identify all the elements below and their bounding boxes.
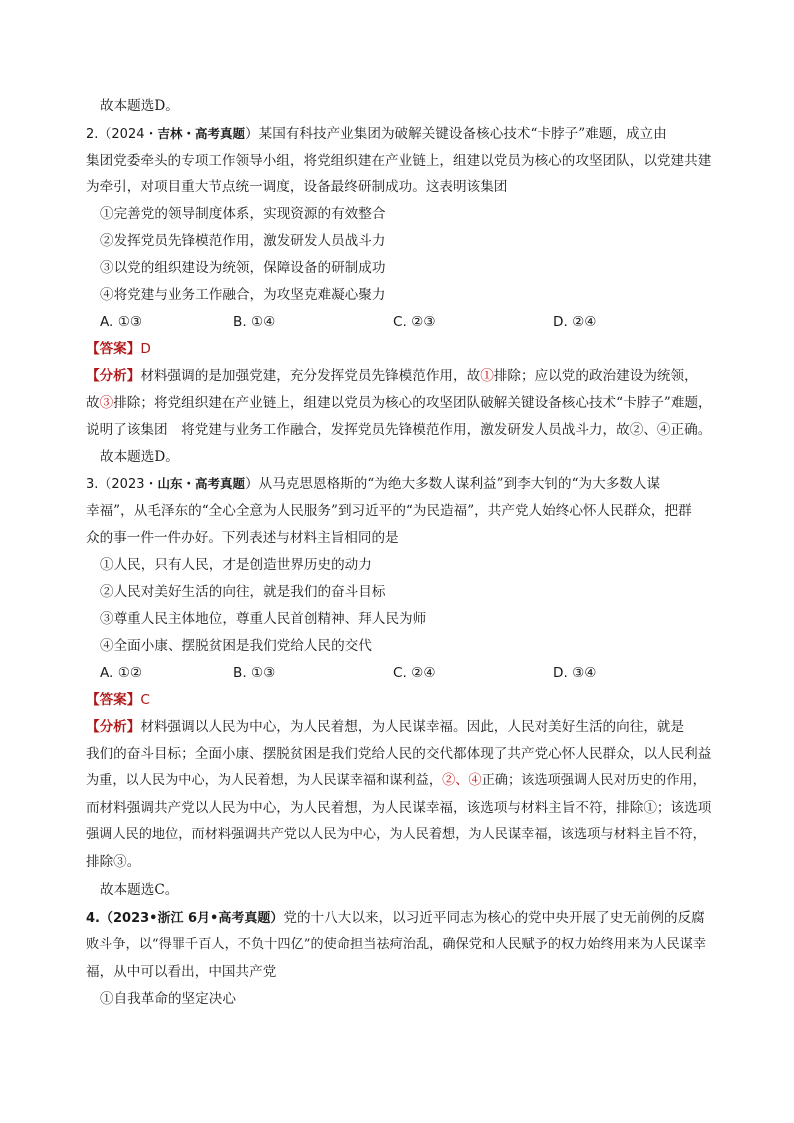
analysis-text: 材料强调的是加强党建，充分发挥党员先锋模范作用，故 — [140, 368, 481, 384]
question-3-stem — [86, 474, 660, 494]
text-line: 故本题选C。 — [100, 882, 179, 898]
analysis-text: 正确；该选项强调人民对历史的作用， — [481, 773, 706, 788]
analysis-line: 我们的奋斗目标；全面小康、摆脱贫困是我们党给人民的交代都体现了共产党心怀人民群众，以人民利益 — [86, 746, 712, 762]
highlight-text: ②、④ — [442, 773, 482, 788]
option-b: B. ①④ — [233, 314, 276, 330]
highlight-text: ③ — [99, 395, 114, 411]
analysis-text: 排除；将党组织建在产业链上，组建以党员为核心的攻坚团队破解关键设备核心技术“卡脖子”难题， — [113, 395, 712, 411]
statement-4: ④将党建与业务工作融合，为攻坚克难凝心聚力 — [100, 287, 386, 303]
analysis-line: 而材料强调共产党以人民为中心，为人民着想，为人民谋幸福，该选项与材料主旨不符，排除①；该选项 — [86, 800, 712, 816]
text-line: 故本题选D。 — [100, 449, 179, 465]
question-number: 4.（2023•浙江 6月•高考真题） — [86, 911, 284, 926]
analysis-tag: 【分析】 — [86, 368, 141, 384]
analysis-line — [86, 393, 712, 413]
question-source: 山东・高考真题 — [157, 476, 246, 491]
statement-4: ④全面小康、摆脱贫困是我们党给人民的交代 — [100, 638, 372, 654]
text-line: 为牵引，对项目重大节点统一调度，设备最终研制成功。这表明该集团 — [86, 179, 508, 195]
statement-1: ①自我革命的坚定决心 — [100, 991, 236, 1007]
answer-line — [86, 690, 150, 710]
question-text: ）某国有科技产业集团为破解关键设备核心技术“卡脖子”难题，成立由 — [245, 126, 667, 142]
analysis-line: 强调人民的地位，而材料强调共产党以人民为中心，为人民着想，为人民谋幸福，该选项与材料主旨不符， — [86, 827, 706, 842]
answer-tag: 【答案】 — [86, 341, 141, 357]
option-a: A. ①③ — [100, 314, 143, 330]
option-d: D. ③④ — [553, 665, 597, 681]
highlight-text: ① — [480, 368, 494, 384]
question-number: 3.（2023・ — [86, 477, 158, 492]
answer-line — [86, 339, 151, 359]
question-text: 党的十八大以来，以习近平同志为核心的党中央开展了史无前例的反腐 — [283, 910, 705, 926]
text-line: 故本题选D。 — [100, 98, 179, 114]
analysis-text: 材料强调以人民为中心，为人民着想，为人民谋幸福。因此，人民对美好生活的向往，就是 — [140, 719, 685, 735]
option-c: C. ②④ — [393, 665, 436, 681]
question-number: 2.（2024・ — [86, 127, 158, 142]
statement-1: ①人民，只有人民，才是创造世界历史的动力 — [100, 557, 372, 573]
analysis-text: 为重，以人民为中心，为人民着想，为人民谋幸福和谋利益， — [86, 773, 443, 788]
option-a: A. ①② — [100, 665, 143, 681]
question-2-stem — [86, 124, 667, 144]
question-text: ）从马克思恩格斯的“为绝大多数人谋利益”到李大钊的“为大多数人谋 — [245, 476, 661, 492]
analysis-line: 排除③。 — [86, 854, 141, 870]
statement-2: ②人民对美好生活的向往，就是我们的奋斗目标 — [100, 584, 386, 600]
statement-1: ①完善党的领导制度体系，实现资源的有效整合 — [100, 206, 386, 222]
answer-value: D — [140, 341, 151, 357]
analysis-line — [86, 717, 684, 737]
question-source: 吉林・高考真题 — [157, 126, 246, 141]
question-4-stem — [86, 908, 705, 928]
answer-value: C — [140, 692, 150, 708]
analysis-line — [86, 771, 706, 791]
analysis-text: 故 — [86, 395, 100, 411]
option-b: B. ①③ — [233, 665, 276, 681]
text-line: 幸福”，从毛泽东的“全心全意为人民服务”到习近平的“为民造福”，共产党人始终心怀人民群众，把群 — [86, 503, 692, 519]
statement-3: ③以党的组织建设为统领，保障设备的研制成功 — [100, 260, 386, 276]
text-line: 众的事一件一件办好。下列表述与材料主旨相同的是 — [86, 530, 399, 546]
analysis-line — [86, 366, 698, 386]
option-d: D. ②④ — [553, 314, 597, 330]
option-c: C. ②③ — [393, 314, 436, 330]
text-line: 败斗争，以“得罪千百人，不负十四亿”的使命担当祛疴治乱，确保党和人民赋予的权力始终用来为人民谋幸 — [86, 937, 707, 952]
text-line: 福，从中可以看出，中国共产党 — [86, 964, 277, 980]
analysis-tag: 【分析】 — [86, 719, 141, 735]
statement-3: ③尊重人民主体地位，尊重人民首创精神、拜人民为师 — [100, 611, 427, 627]
analysis-line: 说明了该集团 将党建与业务工作融合，发挥党员先锋模范作用，激发研发人员战斗力，故②、④正确。 — [86, 422, 712, 438]
text-line: 集团党委牵头的专项工作领导小组，将党组织建在产业链上，组建以党员为核心的攻坚团队，以党建共建 — [86, 153, 712, 169]
analysis-text: 排除；应以党的政治建设为统领， — [493, 368, 698, 384]
statement-2: ②发挥党员先锋模范作用，激发研发人员战斗力 — [100, 233, 386, 249]
answer-tag: 【答案】 — [86, 692, 141, 708]
